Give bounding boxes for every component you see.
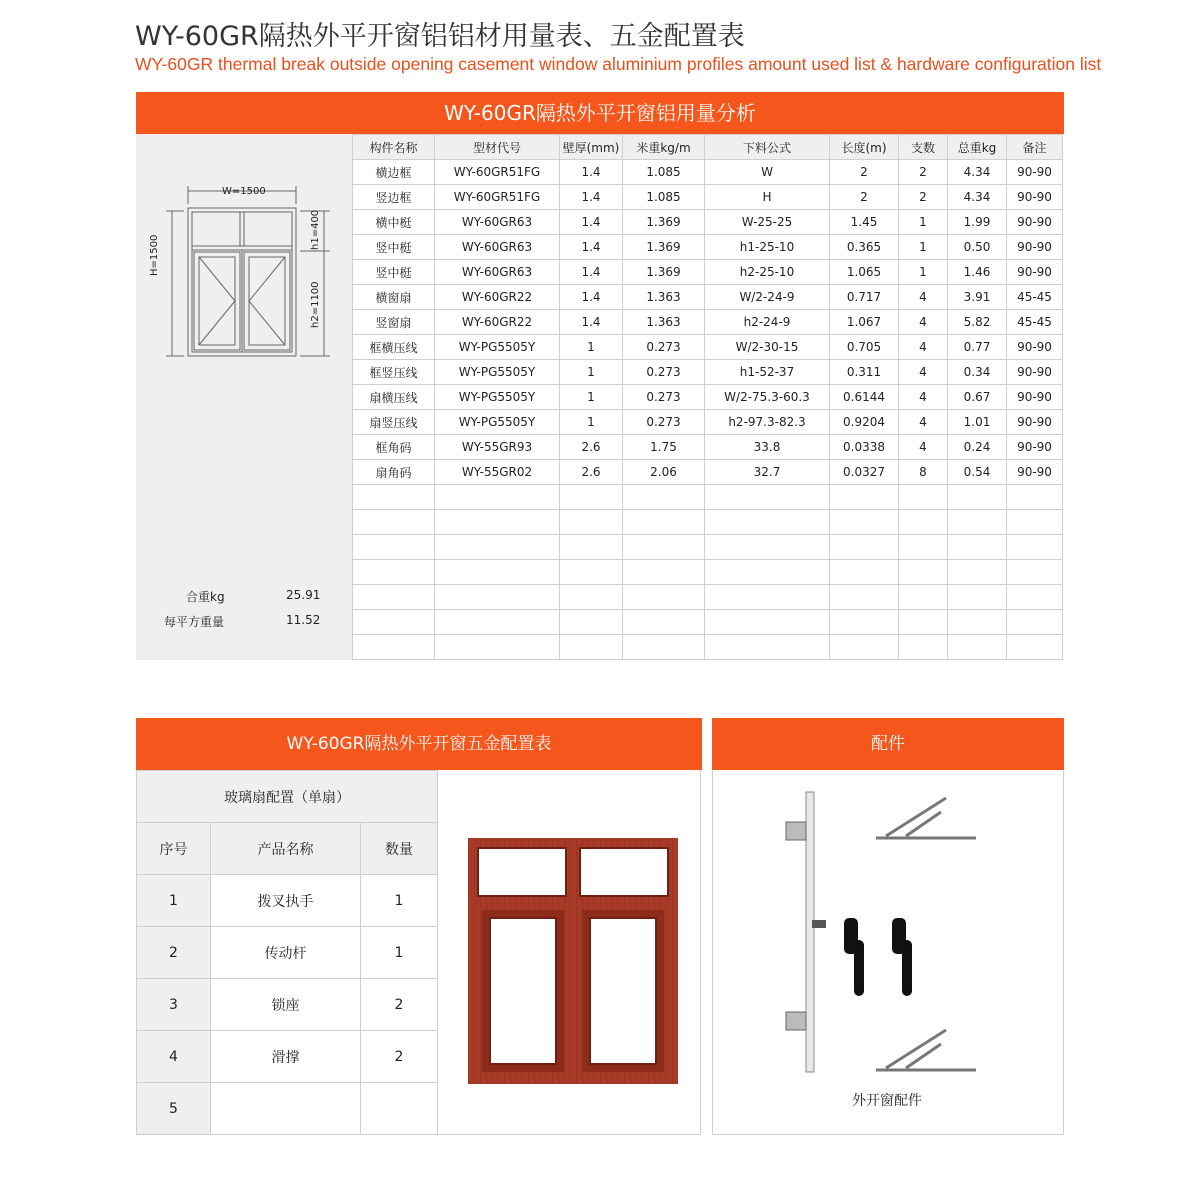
table-cell: 90-90	[1007, 185, 1063, 210]
table-cell: 3	[137, 979, 211, 1031]
table-cell: 1.45	[830, 210, 899, 235]
empty-row	[353, 635, 1063, 660]
table-cell: 90-90	[1007, 410, 1063, 435]
table-cell: 1.4	[560, 160, 623, 185]
table-cell: 1	[560, 410, 623, 435]
table-cell: WY-60GR63	[435, 260, 560, 285]
column-header: 数量	[361, 823, 438, 875]
column-header: 米重kg/m	[623, 135, 705, 160]
table-cell: 3.91	[948, 285, 1007, 310]
table-cell: 1	[560, 385, 623, 410]
table-cell: 1.4	[560, 210, 623, 235]
table-cell: 竖中梃	[353, 260, 435, 285]
table-cell: 1.363	[623, 310, 705, 335]
dim-h-label: H=1500	[149, 234, 160, 276]
table-cell: 1.065	[830, 260, 899, 285]
column-header: 总重kg	[948, 135, 1007, 160]
column-header: 备注	[1007, 135, 1063, 160]
table-cell: 传动杆	[211, 927, 361, 979]
table-row	[353, 160, 1063, 185]
table-cell: 1.067	[830, 310, 899, 335]
table-cell: 1.46	[948, 260, 1007, 285]
table-cell: 0.273	[623, 360, 705, 385]
table-cell: 0.0338	[830, 435, 899, 460]
table-cell: 扇竖压线	[353, 410, 435, 435]
table-cell: 2.06	[623, 460, 705, 485]
table-cell: h1-52-37	[705, 360, 830, 385]
table-cell: 0.24	[948, 435, 1007, 460]
column-header: 型材代号	[435, 135, 560, 160]
transmission-rod-icon	[786, 792, 826, 1072]
table-cell: WY-PG5505Y	[435, 335, 560, 360]
table-cell: 1.4	[560, 235, 623, 260]
table-cell: WY-55GR02	[435, 460, 560, 485]
table-cell: 2	[830, 160, 899, 185]
table-cell: 32.7	[705, 460, 830, 485]
table-row	[137, 927, 438, 979]
table-cell: 1.4	[560, 310, 623, 335]
table-row	[353, 360, 1063, 385]
table-cell: 拨叉执手	[211, 875, 361, 927]
table-cell: 1	[137, 875, 211, 927]
table-row	[137, 979, 438, 1031]
table-row	[353, 260, 1063, 285]
empty-row	[353, 485, 1063, 510]
table-cell: WY-55GR93	[435, 435, 560, 460]
table-cell: h1-25-10	[705, 235, 830, 260]
accessories-illustration	[776, 790, 986, 1080]
empty-row	[353, 560, 1063, 585]
table-cell: 1.4	[560, 260, 623, 285]
table-cell: 2.6	[560, 460, 623, 485]
analysis-header: WY-60GR隔热外平开窗铝用量分析	[136, 92, 1064, 134]
column-header: 构件名称	[353, 135, 435, 160]
table-cell: WY-PG5505Y	[435, 360, 560, 385]
hardware-header: WY-60GR隔热外平开窗五金配置表	[136, 718, 702, 770]
table-row	[137, 875, 438, 927]
table-cell: 1.99	[948, 210, 1007, 235]
table-cell: 0.0327	[830, 460, 899, 485]
table-cell: h2-97.3-82.3	[705, 410, 830, 435]
table-cell: 0.273	[623, 385, 705, 410]
table-cell: 竖窗扇	[353, 310, 435, 335]
table-cell: 0.311	[830, 360, 899, 385]
table-cell: 扇角码	[353, 460, 435, 485]
table-cell: 33.8	[705, 435, 830, 460]
table-cell: 90-90	[1007, 360, 1063, 385]
table-cell: 4	[899, 410, 948, 435]
table-cell: 4.34	[948, 160, 1007, 185]
table-cell: WY-60GR22	[435, 310, 560, 335]
per-sqm-weight-value: 11.52	[286, 613, 321, 627]
config-label: 玻璃扇配置（单扇）	[137, 771, 438, 823]
table-row	[353, 185, 1063, 210]
table-cell: W/2-75.3-60.3	[705, 385, 830, 410]
table-cell: WY-PG5505Y	[435, 410, 560, 435]
table-cell: 5.82	[948, 310, 1007, 335]
table-cell: 90-90	[1007, 385, 1063, 410]
table-cell: 1.363	[623, 285, 705, 310]
page-subtitle: WY-60GR thermal break outside opening casement window aluminium profiles amount used list & hardware configuration list	[135, 54, 1102, 74]
table-cell: 1	[560, 360, 623, 385]
table-cell: 4	[899, 385, 948, 410]
table-cell: W/2-24-9	[705, 285, 830, 310]
table-cell: h2-24-9	[705, 310, 830, 335]
friction-stay-icon	[876, 798, 976, 1070]
hardware-table-header	[137, 823, 438, 875]
table-cell: 滑撑	[211, 1031, 361, 1083]
total-weight-label: 合重kg	[186, 590, 225, 604]
table-row	[353, 210, 1063, 235]
table-cell: 4	[899, 310, 948, 335]
table-cell: 框横压线	[353, 335, 435, 360]
table-row	[353, 435, 1063, 460]
table-cell: 1	[899, 235, 948, 260]
table-cell: 4	[899, 435, 948, 460]
table-cell: h2-25-10	[705, 260, 830, 285]
table-row	[353, 335, 1063, 360]
empty-row	[353, 510, 1063, 535]
column-header: 壁厚(mm)	[560, 135, 623, 160]
table-cell: 0.9204	[830, 410, 899, 435]
table-cell	[211, 1083, 361, 1135]
table-cell: 1.369	[623, 210, 705, 235]
table-cell: 90-90	[1007, 210, 1063, 235]
table-cell: 框角码	[353, 435, 435, 460]
table-row	[353, 385, 1063, 410]
table-cell: 横边框	[353, 160, 435, 185]
table-cell: 2	[361, 1031, 438, 1083]
table-cell: 90-90	[1007, 160, 1063, 185]
table-cell: 90-90	[1007, 460, 1063, 485]
table-cell: 锁座	[211, 979, 361, 1031]
table-cell: 45-45	[1007, 310, 1063, 335]
table-cell: WY-60GR63	[435, 210, 560, 235]
table-cell: 2	[830, 185, 899, 210]
table-cell: 横中梃	[353, 210, 435, 235]
table-cell: 4	[899, 285, 948, 310]
table-cell: 2	[899, 185, 948, 210]
table-cell: 4	[899, 360, 948, 385]
table-cell: WY-PG5505Y	[435, 385, 560, 410]
column-header: 序号	[137, 823, 211, 875]
table-cell: 1	[560, 335, 623, 360]
table-cell: 2.6	[560, 435, 623, 460]
hardware-table	[136, 770, 438, 1135]
profiles-table	[352, 134, 1063, 660]
empty-row	[353, 535, 1063, 560]
table-row	[353, 235, 1063, 260]
dim-h1-label: h1=400	[310, 209, 321, 250]
table-cell: 1.4	[560, 285, 623, 310]
empty-row	[353, 610, 1063, 635]
table-cell: 4.34	[948, 185, 1007, 210]
table-cell: 0.273	[623, 335, 705, 360]
table-cell: 扇横压线	[353, 385, 435, 410]
table-cell: 0.67	[948, 385, 1007, 410]
table-cell: 0.6144	[830, 385, 899, 410]
table-cell: 1.085	[623, 185, 705, 210]
table-cell: 1	[899, 260, 948, 285]
table-row	[353, 285, 1063, 310]
table-cell: 90-90	[1007, 235, 1063, 260]
accessories-caption: 外开窗配件	[852, 1093, 922, 1109]
column-header: 长度(m)	[830, 135, 899, 160]
table-cell: 竖中梃	[353, 235, 435, 260]
dim-h2-label: h2=1100	[310, 281, 321, 328]
table-cell: 0.273	[623, 410, 705, 435]
table-cell: 竖边框	[353, 185, 435, 210]
table-cell: 4	[137, 1031, 211, 1083]
table-row	[353, 410, 1063, 435]
table-cell: 1.01	[948, 410, 1007, 435]
dim-w-label: W=1500	[222, 186, 266, 197]
table-cell: 1.369	[623, 235, 705, 260]
table-cell: 框竖压线	[353, 360, 435, 385]
table-cell: 横窗扇	[353, 285, 435, 310]
table-cell: 0.54	[948, 460, 1007, 485]
table-cell: 45-45	[1007, 285, 1063, 310]
table-cell: 1	[361, 875, 438, 927]
table-cell	[361, 1083, 438, 1135]
table-cell: 90-90	[1007, 335, 1063, 360]
table-cell: W/2-30-15	[705, 335, 830, 360]
table-cell: 2	[899, 160, 948, 185]
table-row	[353, 460, 1063, 485]
table-cell: W	[705, 160, 830, 185]
table-cell: WY-60GR22	[435, 285, 560, 310]
table-cell: 0.717	[830, 285, 899, 310]
table-cell: 0.705	[830, 335, 899, 360]
table-cell: 2	[137, 927, 211, 979]
table-row	[137, 1083, 438, 1135]
table-cell: 90-90	[1007, 260, 1063, 285]
table-cell: 1.75	[623, 435, 705, 460]
window-photo	[468, 838, 678, 1084]
empty-row	[353, 585, 1063, 610]
column-header: 下料公式	[705, 135, 830, 160]
table-cell: 1	[361, 927, 438, 979]
table-cell: 0.50	[948, 235, 1007, 260]
total-weight-value: 25.91	[286, 588, 321, 602]
table-row	[137, 1031, 438, 1083]
column-header: 支数	[899, 135, 948, 160]
window-drawing-panel	[136, 134, 352, 660]
table-cell: 0.77	[948, 335, 1007, 360]
per-sqm-weight-label: 每平方重量	[164, 615, 225, 629]
table-cell: 0.34	[948, 360, 1007, 385]
table-cell: 5	[137, 1083, 211, 1135]
table-cell: 8	[899, 460, 948, 485]
table-cell: 1.369	[623, 260, 705, 285]
accessories-header: 配件	[712, 718, 1064, 770]
table-cell: 1.085	[623, 160, 705, 185]
table-cell: 1	[899, 210, 948, 235]
table-cell: 2	[361, 979, 438, 1031]
profiles-table-header	[353, 135, 1063, 160]
table-cell: W-25-25	[705, 210, 830, 235]
table-row	[353, 310, 1063, 335]
table-cell: WY-60GR63	[435, 235, 560, 260]
page-title: WY-60GR隔热外平开窗铝铝材用量表、五金配置表	[135, 21, 745, 52]
table-cell: 4	[899, 335, 948, 360]
column-header: 产品名称	[211, 823, 361, 875]
table-cell: 1.4	[560, 185, 623, 210]
handle-icon	[844, 918, 912, 996]
table-cell: WY-60GR51FG	[435, 185, 560, 210]
table-cell: 90-90	[1007, 435, 1063, 460]
table-cell: H	[705, 185, 830, 210]
table-cell: WY-60GR51FG	[435, 160, 560, 185]
table-cell: 0.365	[830, 235, 899, 260]
